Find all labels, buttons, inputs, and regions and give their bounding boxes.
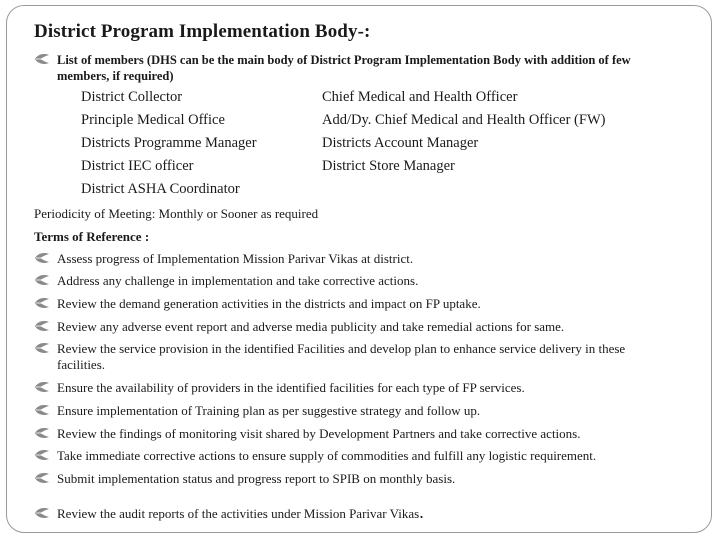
- leaf-bullet-icon: [34, 342, 50, 354]
- leaf-bullet-icon: [34, 449, 50, 461]
- member-left-3: Districts Programme Manager: [81, 135, 257, 151]
- term-text: Ensure implementation of Training plan as per suggestive strategy and follow up.: [57, 403, 481, 418]
- term-text: Assess progress of Implementation Mission Parivar Vikas at district.: [57, 251, 414, 266]
- term-text-wrap: [57, 502, 674, 522]
- meeting-periodicity: Periodicity of Meeting: Monthly or Sooner as required: [34, 206, 319, 221]
- term-text: Address any challenge in implementation and take corrective actions.: [57, 273, 419, 288]
- members-intro-text: List of members (DHS can be the main body of District Program Implementation Body with addition of few members, if required): [57, 53, 631, 83]
- member-right-1: Chief Medical and Health Officer: [322, 89, 518, 105]
- member-left-4: District IEC officer: [81, 158, 194, 174]
- leaf-bullet-icon: [34, 427, 50, 439]
- term-text: Review the audit reports of the activities under Mission Parivar Vikas: [57, 506, 420, 521]
- term-item: [34, 273, 674, 289]
- leaf-bullet-icon: [34, 472, 50, 484]
- term-item: [34, 471, 674, 487]
- leaf-bullet-icon: [34, 320, 50, 332]
- leaf-bullet-icon: [34, 53, 50, 65]
- leaf-bullet-icon: [34, 297, 50, 309]
- terms-heading: Terms of Reference :: [34, 229, 150, 244]
- member-right-4: District Store Manager: [322, 158, 455, 174]
- term-text: Submit implementation status and progress report to SPIB on monthly basis.: [57, 471, 456, 486]
- leaf-bullet-icon: [34, 404, 50, 416]
- members-intro-item: [34, 52, 674, 84]
- leaf-bullet-icon: [34, 252, 50, 264]
- term-end-period: .: [419, 502, 424, 522]
- term-item: [34, 448, 674, 464]
- term-item: [34, 296, 674, 312]
- term-text: Review the findings of monitoring visit shared by Development Partners and take corrective actions.: [57, 426, 581, 441]
- member-right-2: Add/Dy. Chief Medical and Health Officer (FW): [322, 112, 606, 128]
- term-item: [34, 380, 674, 396]
- member-left-1: District Collector: [81, 89, 183, 105]
- term-text: Review the demand generation activities in the districts and impact on FP uptake.: [57, 296, 481, 311]
- term-item: [34, 319, 674, 335]
- leaf-bullet-icon: [34, 274, 50, 286]
- term-item: [34, 426, 674, 442]
- term-text: Take immediate corrective actions to ensure supply of commodities and fulfill any logistic requirement.: [57, 448, 597, 463]
- term-item: [34, 341, 674, 373]
- term-item: [34, 502, 674, 522]
- page-title: District Program Implementation Body-:: [34, 21, 371, 42]
- term-item: [34, 251, 674, 267]
- member-left-5: District ASHA Coordinator: [81, 181, 240, 197]
- term-text: Ensure the availability of providers in the identified facilities for each type of FP services.: [57, 380, 525, 395]
- member-right-3: Districts Account Manager: [322, 135, 479, 151]
- leaf-bullet-icon: [34, 507, 50, 519]
- term-text: Review any adverse event report and adverse media publicity and take remedial actions for same.: [57, 319, 565, 334]
- member-left-2: Principle Medical Office: [81, 112, 225, 128]
- term-text: Review the service provision in the identified Facilities and develop plan to enhance service delivery in these facilities.: [57, 341, 626, 372]
- leaf-bullet-icon: [34, 381, 50, 393]
- term-item: [34, 403, 674, 419]
